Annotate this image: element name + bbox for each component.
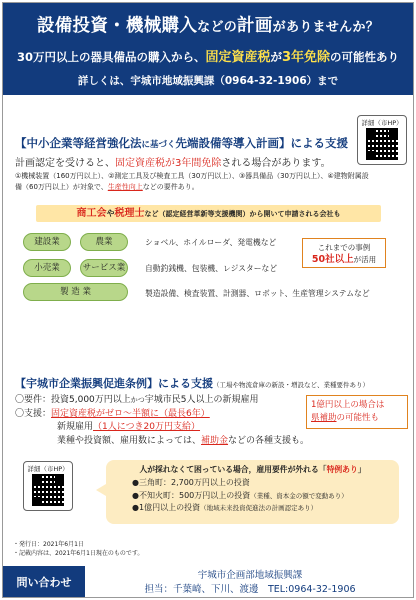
section2-title-note: （工場や物流倉庫の新設・増設など、業種要件あり） [213,381,369,389]
example-construction: ショベル、ホイルローダ、発電機など [145,238,277,247]
subtitle-highlight: 固定資産税 [205,50,271,65]
support-line [15,408,315,422]
bubble-title-part: 」 [357,465,366,474]
bubble-item-note: （地域未来投資促進法の計画認定あり） [200,504,318,512]
note-highlight: 生産性向上 [107,183,143,191]
industry-pill-service: サービス業 [80,259,128,277]
band-highlight: 税理士 [114,208,145,219]
case-count: 50社以上 [311,254,354,265]
sup-part: 新規雇用 [57,422,94,432]
industry-pill-manufacturing: 製 造 業 [23,283,128,301]
page-title [3,12,413,37]
note-line: ①機械装置（160万円以上）、②測定工具及び検査工具（30万円以上）、③器具備品（30万円以上）、④建物附属設 [15,172,369,180]
flyer [2,2,414,598]
section1-summary [15,154,331,169]
issue-date: ・発行日：2021年6月1日 [13,541,84,548]
industry-pill-retail: 小売業 [23,259,71,277]
bubble-item-part: ●不知火町：500万円以上の投資 [132,490,251,500]
title-part: などの [197,20,238,35]
bubble-title-part: 人が採れなくて困っている場合，雇用要件が外れる「 [139,465,327,474]
band-highlight: 商工会 [76,208,107,219]
support-agency-band [36,205,381,222]
industry-pill-agriculture: 農業 [80,233,128,251]
contact-label: 問い合わせ [3,566,85,598]
req-part: 〇要件：投資5,000万円以上 [15,395,131,405]
band-part: や [106,209,115,218]
header-banner [3,3,413,95]
subtitle-part: が [270,50,282,64]
case-suffix: が活用 [353,255,377,264]
pref-part: の可能性も [336,413,380,423]
sup-part: 〇支援： [15,408,52,419]
support-line [15,421,315,435]
section1-title-part: に基づく [141,140,176,150]
summary-highlight: 固定資産税が3年間免除 [115,158,222,169]
qr-code-bottom[interactable] [23,461,73,511]
contact-phone[interactable]: 担当：千葉崎、下川、渡邊 TEL:0964-32-1906 [144,584,356,595]
header-contact: 詳しくは、宇城市地域振興課（0964-32-1906）まで [77,75,339,87]
section1-note [15,171,410,193]
validity-note: ・記載内容は、2021年6月1日現在のものです。 [13,550,144,557]
section1-title-part: 【中小企業等経営強化法 [15,136,142,150]
case-label: これまでの事例 [317,243,371,252]
header-subtitle [3,46,413,65]
band-part: など（認定経営革新等支援機関）から開いて申請される会社も [144,210,341,218]
contact-info [87,566,413,598]
sup-part: 業種や投資額、雇用数によっては、 [57,435,202,446]
bubble-item: ●三角町：2,700万円以上の投資 [132,478,250,487]
qr-code-top[interactable] [357,115,407,165]
sup-highlight: 固定資産税がゼロ〜半額に（最長6年） [51,408,210,419]
bubble-item-note: （業種、資本金の額で変動あり） [250,491,348,500]
note-line [15,182,410,193]
note-part: などの要件あり。 [142,183,199,191]
qr-code-icon [366,128,398,160]
industry-pill-construction: 建設業 [23,233,71,251]
qr-label: 詳細（市HP） [27,465,69,473]
bubble-item-part: ●1億円以上の投資 [132,503,201,512]
summary-part: される場合があります。 [221,158,331,169]
sup-part: などの各種支援も。 [228,435,310,446]
bubble-title-highlight: 特例あり [326,465,358,474]
prefecture-subsidy-box [306,395,408,429]
req-part: 宇城市民5人以上の新規雇用 [144,395,259,405]
bubble-item [132,502,348,515]
footnote [13,540,143,558]
pref-line: 1億円以上の場合は [311,400,385,410]
pref-highlight: 県補助 [311,413,337,423]
note-part: 備（60万円以上）が対象で、 [15,183,108,191]
title-part: がありませんか？ [272,20,380,35]
support-line [15,435,315,449]
section1-title-part: 先端設備等導入計画】による支援 [175,136,349,150]
bubble-list [132,477,348,515]
section1-title [15,135,348,151]
example-manufacturing: 製造設備、検査装置、計測器、ロボット、生産管理システムなど [145,289,370,298]
case-count-box [302,238,386,268]
req-part: かつ [130,396,145,404]
qr-code-icon [32,474,64,506]
subtitle-part: 30万円以上の器具備品の購入から、 [16,50,206,64]
contact-org: 宇城市企画部地域振興課 [197,570,303,581]
section2-title [15,375,369,391]
special-case-bubble [106,460,399,524]
requirement-line [15,394,315,408]
subtitle-part: の可能性あり [330,50,400,64]
section2-title-text: 【宇城市企業振興促進条例】による支援 [15,377,213,390]
bubble-item [132,490,348,503]
title-part: 設備投資・機械購入 [36,16,198,36]
section2-body [15,394,315,448]
title-part: 計画 [237,16,273,36]
example-retail: 自動釣銭機、包装機、レジスターなど [145,264,278,273]
sup-highlight: （1人につき20万円支給） [93,422,201,432]
bubble-title [106,464,399,475]
qr-label: 詳細（市HP） [361,119,403,127]
subtitle-highlight: 3年免除 [281,50,331,65]
sup-highlight: 補助金 [201,435,229,446]
summary-part: 計画認定を受けると、 [15,158,115,169]
